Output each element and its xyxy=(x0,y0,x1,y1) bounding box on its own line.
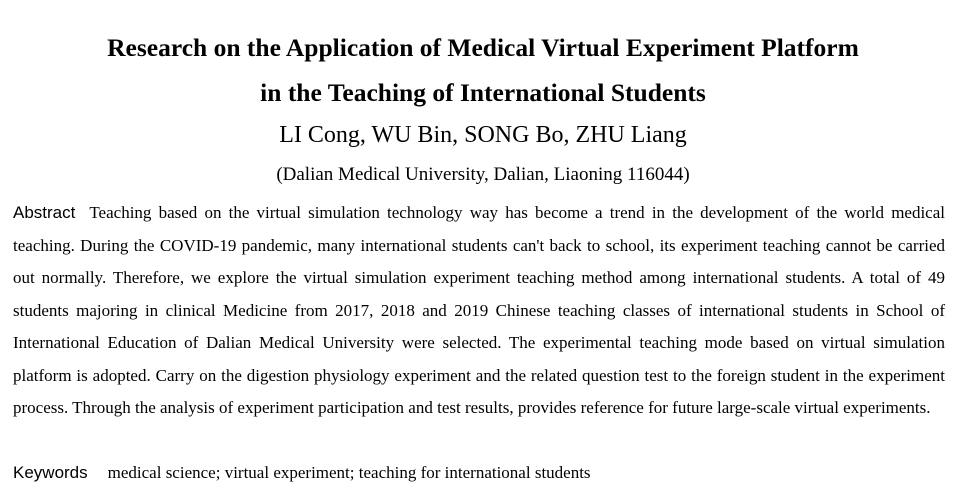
paper-authors: LI Cong, WU Bin, SONG Bo, ZHU Liang xyxy=(279,122,687,148)
abstract-section xyxy=(13,197,945,425)
abstract-text: Teaching based on the virtual simulation technology way has become a trend in the development of the world medical teaching. During the COVID-19 pandemic, many international students can't back to school, its experiment teaching cannot be carried out normally. Therefore, we explore the virtual simulation experiment teaching method among international students. A total of 49 students majoring in clinical Medicine from 2017, 2018 and 2019 Chinese teaching classes of international students in School of International Education of Dalian Medical University were selected. The experimental teaching mode based on virtual simulation platform is adopted. Carry on the digestion physiology experiment and the related question test to the foreign student in the experiment process. Through the analysis of experiment participation and test results, provides reference for future large-scale virtual experiments. xyxy=(13,203,945,417)
paper-title-line-2: in the Teaching of International Students xyxy=(260,78,706,107)
abstract-label: Abstract xyxy=(13,203,76,222)
paper-title-line-1: Research on the Application of Medical Virtual Experiment Platform xyxy=(107,33,859,62)
keywords-text: medical science; virtual experiment; teaching for international students xyxy=(107,463,591,482)
paper-affiliation: (Dalian Medical University, Dalian, Liaoning 116044) xyxy=(276,164,690,185)
keywords-section xyxy=(13,458,945,488)
keywords-label: Keywords xyxy=(13,463,88,482)
